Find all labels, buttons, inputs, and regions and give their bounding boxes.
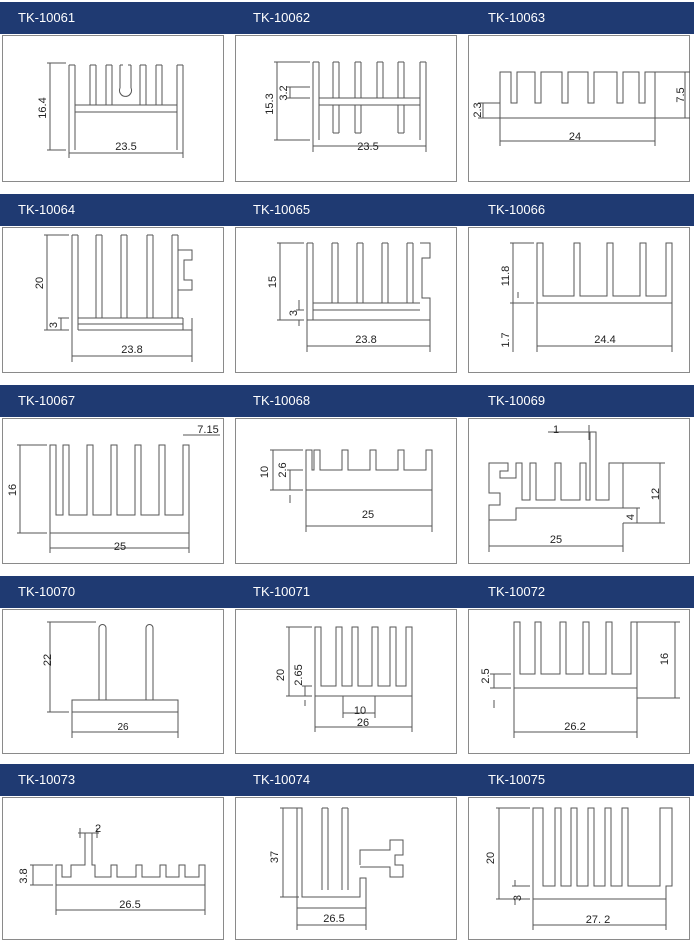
- heatsink-profile-drawing: [270, 450, 432, 532]
- dimension-label: 3: [288, 309, 300, 317]
- dimension-label: 1: [552, 424, 560, 436]
- dimension-label: 2.3: [472, 102, 484, 118]
- dimension-label: 25: [361, 509, 375, 521]
- heatsink-profile-drawing: [17, 435, 220, 553]
- dimension-label: 3.8: [18, 868, 30, 884]
- dimension-label: 23.8: [355, 334, 377, 346]
- dimension-label: 1.7: [500, 332, 512, 348]
- dimension-label: 15: [267, 275, 279, 289]
- dimension-label: 2: [94, 823, 102, 835]
- dimension-label: 24.4: [594, 334, 616, 346]
- dimension-label: 25: [549, 534, 563, 546]
- product-code: TK-10071: [253, 584, 311, 599]
- heatsink-profile-drawing: [30, 828, 205, 915]
- dimension-label: 20: [34, 276, 46, 290]
- product-code: TK-10075: [488, 772, 546, 787]
- dimension-label: 26.2: [564, 721, 586, 733]
- dimension-label: 2.65: [293, 664, 305, 686]
- heatsink-profile-drawing: [280, 808, 403, 930]
- dimension-label: 22: [42, 653, 54, 667]
- dimension-label: 15.3: [264, 93, 276, 115]
- dimension-label: 24: [568, 131, 582, 143]
- dimension-label: 37: [269, 850, 281, 864]
- heatsink-profile-drawing: [478, 72, 690, 146]
- dimension-label: 3: [512, 894, 524, 902]
- product-code: TK-10073: [18, 772, 76, 787]
- dimension-label: 2.5: [480, 668, 492, 684]
- dimension-label: 10: [259, 465, 271, 479]
- dimension-label: 16: [659, 652, 671, 666]
- dimension-label: 11.8: [500, 265, 512, 287]
- product-code: TK-10064: [18, 202, 76, 217]
- product-code: TK-10065: [253, 202, 311, 217]
- dimension-label: 27. 2: [585, 914, 611, 926]
- heatsink-profile-drawing: [44, 235, 192, 362]
- product-code: TK-10061: [18, 10, 76, 25]
- dimension-label: 10: [353, 705, 367, 717]
- product-code: TK-10070: [18, 584, 76, 599]
- heatsink-profile-drawing: [510, 243, 672, 352]
- dimension-label: 26.5: [323, 913, 345, 925]
- dimension-label: 25: [113, 541, 127, 553]
- dimension-label: 23.5: [115, 141, 137, 153]
- dimension-label: 2.6: [277, 462, 289, 478]
- heatsink-profile-drawing: [277, 243, 430, 352]
- dimension-label: 12: [650, 487, 662, 501]
- dimension-label: 16.4: [37, 97, 49, 119]
- dimension-label: 26: [117, 722, 129, 733]
- heatsink-profile-drawing: [489, 425, 665, 552]
- dimension-label: 20: [275, 668, 287, 682]
- dimension-label: 23.8: [121, 344, 143, 356]
- product-code: TK-10068: [253, 393, 311, 408]
- heatsink-profile-drawing: [274, 62, 426, 152]
- heatsink-profile-drawing: [47, 622, 178, 738]
- product-code: TK-10063: [488, 10, 546, 25]
- dimension-label: 4: [625, 513, 637, 521]
- dimension-label: 7.5: [675, 87, 687, 103]
- product-code: TK-10069: [488, 393, 546, 408]
- product-code: TK-10074: [253, 772, 311, 787]
- dimension-label: 3: [48, 321, 60, 329]
- dimension-label: 16: [7, 483, 19, 497]
- dimension-label: 20: [485, 851, 497, 865]
- product-code: TK-10067: [18, 393, 76, 408]
- dimension-label: 23.5: [357, 141, 379, 153]
- product-code: TK-10062: [253, 10, 311, 25]
- dimension-label: 7.15: [197, 424, 219, 436]
- product-code: TK-10066: [488, 202, 546, 217]
- dimension-label: 26: [356, 717, 370, 729]
- product-code: TK-10072: [488, 584, 546, 599]
- dimension-label: 3.2: [278, 85, 290, 101]
- dimension-label: 26.5: [119, 899, 141, 911]
- heatsink-profile-drawing: [496, 808, 672, 930]
